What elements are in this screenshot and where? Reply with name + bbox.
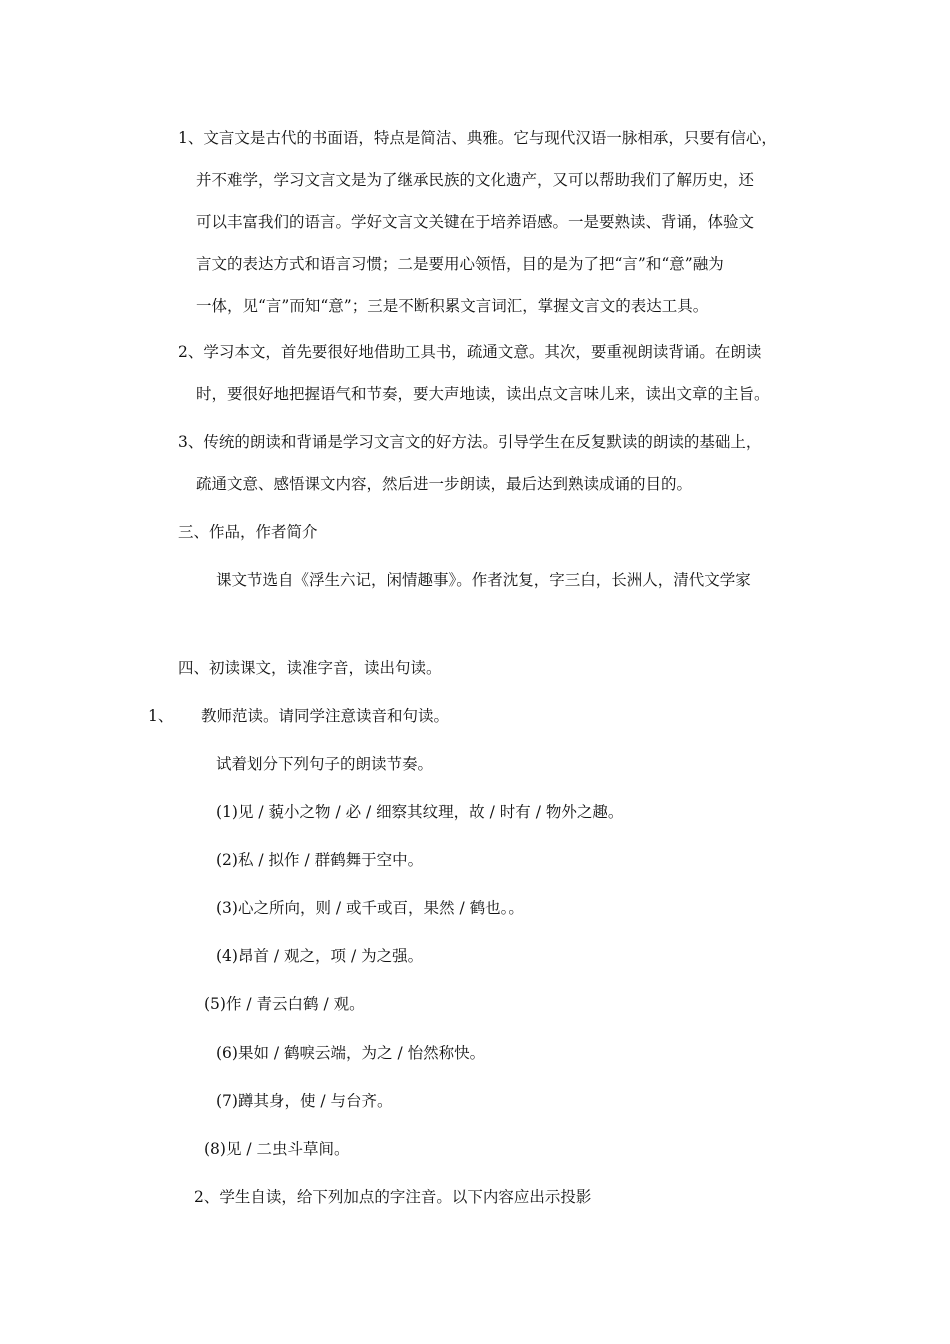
para3-line1: 3、传统的朗读和背诵是学习文言文的好方法。引导学生在反复默读的朗读的基础上， bbox=[178, 433, 762, 451]
section3-body: 课文节选自《浮生六记，闲情趣事》。作者沈复，字三白，长洲人，清代文学家 bbox=[216, 571, 751, 589]
item1-number: 1、 bbox=[148, 707, 174, 725]
para2-line1: 2、学习本文，首先要很好地借助工具书，疏通文意。其次，要重视朗读背诵。在朗读 bbox=[178, 343, 762, 361]
para1-line5: 一体，见“言”而知“意”；三是不断积累文言词汇，掌握文言文的表达工具。 bbox=[196, 297, 709, 315]
sentence-5: (5)作 / 青云白鹤 / 观。 bbox=[204, 995, 365, 1013]
sentence-7: (7)蹲其身，使 / 与台齐。 bbox=[216, 1092, 393, 1110]
section3-heading: 三、作品，作者简介 bbox=[178, 523, 318, 541]
sentence-6: (6)果如 / 鹤唳云端，为之 / 怡然称快。 bbox=[216, 1044, 486, 1062]
section4-heading: 四、初读课文，读准字音，读出句读。 bbox=[178, 659, 442, 677]
para1-line3: 可以丰富我们的语言。学好文言文关键在于培养语感。一是要熟读、背诵，体验文 bbox=[196, 213, 755, 231]
para1-line2: 并不难学，学习文言文是为了继承民族的文化遗产，又可以帮助我们了解历史，还 bbox=[196, 171, 755, 189]
item2-text: 2、学生自读，给下列加点的字注音。以下内容应出示投影 bbox=[194, 1188, 592, 1206]
sentence-4: (4)昂首 / 观之，项 / 为之强。 bbox=[216, 947, 424, 965]
sentence-3: (3)心之所向，则 / 或千或百，果然 / 鹤也。。 bbox=[216, 899, 524, 917]
sentence-1: (1)见 / 藐小之物 / 必 / 细察其纹理，故 / 时有 / 物外之趣。 bbox=[216, 803, 624, 821]
para2-line2: 时，要很好地把握语气和节奏，要大声地读，读出点文言味儿来，读出文章的主旨。 bbox=[196, 385, 770, 403]
sentence-2: (2)私 / 拟作 / 群鹤舞于空中。 bbox=[216, 851, 424, 869]
instruction: 试着划分下列句子的朗读节奏。 bbox=[216, 755, 434, 773]
sentence-8: (8)见 / 二虫斗草间。 bbox=[204, 1140, 350, 1158]
para1-line4: 言文的表达方式和语言习惯；二是要用心领悟，目的是为了把“言”和“意”融为 bbox=[196, 255, 724, 273]
item1-text: 教师范读。请同学注意读音和句读。 bbox=[201, 707, 450, 725]
para1-line1: 1、文言文是古代的书面语，特点是简洁、典雅。它与现代汉语一脉相承，只要有信心， bbox=[178, 129, 777, 147]
para3-line2: 疏通文意、感悟课文内容，然后进一步朗读，最后达到熟读成诵的目的。 bbox=[196, 475, 693, 493]
